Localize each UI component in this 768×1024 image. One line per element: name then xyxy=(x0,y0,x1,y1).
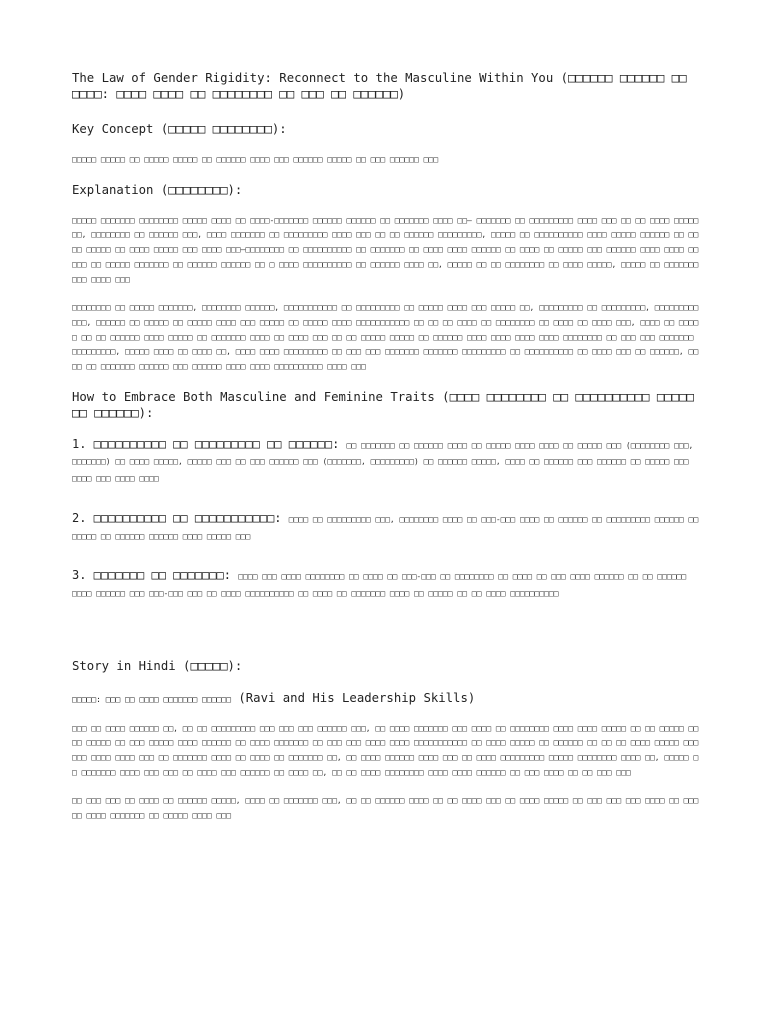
explanation-paragraph-1: □□□□□ □□□□□□□ □□□□□□□□ □□□□□ □□□□ □□ □□□□-□□□□□□□ □□□□□□ □□□□□□ □□ □□□□□□□ □□□□ □□— □□□□□□□ □□ □□□□□□□□□ □□□□ □□□ □□ □□ □□□□ □□□□□□□, □□□□□□□□ □□ □□□□□□ □□□, □□□□ □□□□□□□ □□ □□□□□□□□□ □□□□ □□□ □□ □□ □□□□□□ □□□□□□□□□, □□□□□ □□ □□□□□□□□□□ □□□□ □□□□□ □□□□□□ □□ □□ □□ □□□□□ □□ □□□□ □□□□□ □□□ □□□□ □□□—□□□□□□□□ □□ □□□□□□□□□□ □□ □□□□□□□ □□ □□□□ □□□□ □□□□□□ □□ □□□□ □□ □□□□□ □□□ □□□□□□ □□□□ □□□□ □□ □□□ □□ □□□□□ □□□□□□□ □□ □□□□□□ □□□□□□ □□ □ □□□□ □□□□□□□□□□ □□ □□□□□□ □□□□ □□, □□□□□ □□ □□ □□□□□□□□ □□ □□□□ □□□□□, □□□□□ □□ □□□□□□□ □□□ □□□□ □□□ xyxy=(72,215,699,284)
step-text-1: □□ □□□□□□□ □□ □□□□□□ □□□□ □□ □□□□□ □□□□ □□□□ □□ □□□□□ □□□ (□□□□□□□□ □□□, □□□□□□□) □□ □□□□ □□□□□, □□□□□ □□□ □□ □□□ □□□□□□ □□□ (□□□□□□□, □□□□□□□□□) □□ □□□□□□ □□□□□, □□□□ □□ □□□□□□ □□□ □□□□□□ □□ □□□□□ □□□ □□□□ □□□ □□□□ □□□□ xyxy=(72,440,694,484)
embrace-traits-heading: How to Embrace Both Masculine and Feminine Traits (□□□□ □□□□□□□□ □□ □□□□□□□□□□ □□□□□ □□ □□□□□□): xyxy=(72,389,694,420)
document-title: The Law of Gender Rigidity: Reconnect to the Masculine Within You (□□□□□□ □□□□□□ □□ □□□□: □□□□ □□□□ □□ □□□□□□□□ □□ □□□ □□ □□□□□□) xyxy=(72,71,687,101)
explanation-paragraph-2: □□□□□□□□ □□ □□□□□ □□□□□□□, □□□□□□□□ □□□□□□, □□□□□□□□□□□ □□ □□□□□□□□□ □□ □□□□□ □□□□ □□□ □□□□□ □□, □□□□□□□□□ □□ □□□□□□□□□, □□□□□□□□□ □□□, □□□□□□ □□ □□□□□ □□ □□□□□ □□□□ □□□ □□□□□ □□ □□□□□ □□□□ □□□□□□□□□□□ □□ □□ □□ □□□□ □□ □□□□□□□□ □□ □□□□ □□ □□□□ □□□, □□□□ □□ □□□□□ □□ □□ □□□□□□ □□□□ □□□□□ □□ □□□□□□□ □□□□ □□ □□□□ □□□ □□ □□ □□□□□ □□□□□ □□ □□□□□□ □□□□ □□□□ □□□□ □□□□ □□□□□□□□ □□ □□□ □□□ □□□□□□□ □□□□□□□□□, □□□□□ □□□□ □□ □□□□ □□, □□□□ □□□□ □□□□□□□□□ □□ □□□ □□□ □□□□□□□ □□□□□□□ □□□□□□□□□ □□ □□□□□□□□□□ □□ □□□□ □□□ □□ □□□□□□, □□□□ □□ □□□□□□□ □□□□□□ □□□ □□□□□□ □□□□ □□□□ □□□□□□□□□□ □□□□ □□□ xyxy=(72,303,699,372)
document-page xyxy=(72,70,700,838)
step-item-2 xyxy=(72,511,700,544)
key-concept-heading: Key Concept (□□□□□ □□□□□□□□): xyxy=(72,122,287,136)
step-label-2: 2. □□□□□□□□□□ □□ □□□□□□□□□□□: xyxy=(72,510,282,525)
story-heading: Story in Hindi (□□□□□): xyxy=(72,658,243,673)
step-item-3 xyxy=(72,568,700,601)
step-label-1: 1. □□□□□□□□□□ □□ □□□□□□□□□ □□ □□□□□□: xyxy=(72,436,340,451)
story-paragraph-2: □□ □□□ □□□ □□ □□□□ □□ □□□□□□ □□□□□, □□□□ □□ □□□□□□□ □□□, □□ □□ □□□□□□ □□□□ □□ □□ □□□□ □□□ □□ □□□□ □□□□□ □□ □□□ □□□ □□□ □□□□ □□ □□□ □□ □□□□ □□□□□□□ □□ □□□□□ □□□□ □□□ xyxy=(72,796,699,821)
step-label-3: 3. □□□□□□□ □□ □□□□□□□: xyxy=(72,568,231,583)
story-title xyxy=(72,690,700,708)
story-title-english: (Ravi and His Leadership Skills) xyxy=(238,690,476,705)
explanation-heading: Explanation (□□□□□□□□): xyxy=(72,182,243,197)
story-paragraph-1: □□□ □□ □□□□ □□□□□□ □□, □□ □□ □□□□□□□□□ □□□ □□□ □□□ □□□□□□ □□□, □□ □□□□ □□□□□□□ □□□ □□□□ □□ □□□□□□□□ □□□□ □□□□ □□□□□ □□ □□ □□□□□ □□ □□ □□□□□ □□ □□□ □□□□□ □□□□ □□□□□□ □□ □□□□ □□□□□□□ □□ □□□ □□□ □□□□ □□□□ □□□□□□□□□□□ □□ □□□□ □□□□□ □□ □□□□□□ □□ □□ □□ □□□□ □□□□□ □□□□□□ □□□□ □□□□ □□□ □□ □□□□□□□ □□□□ □□ □□□□ □□ □□□□□□□ □□, □□ □□□□ □□□□□□ □□□□ □□□ □□ □□□□ □□□□□□□□□ □□□□□ □□□□□□□□ □□□□ □□, □□□□□ □□ □□□□□□□ □□□□ □□□ □□□ □□ □□□□ □□□ □□□□□□ □□ □□□□ □□, □□ □□ □□□□ □□□□□□□□ □□□□ □□□□ □□□□□□ □□ □□□ □□□□ □□ □□ □□□ □□□ xyxy=(72,723,699,777)
step-text-3: □□□□ □□□ □□□□ □□□□□□□□ □□ □□□□ □□ □□□-□□□ □□ □□□□□□□□ □□ □□□□ □□ □□□ □□□□ □□□□□□ □□ □□ □□□□□□ □□□□ □□□□□□ □□□ □□□-□□□ □□□ □□ □□□□ □□□□□□□□□□ □□ □□□□ □□ □□□□□□□ □□□□ □□ □□□□□ □□ □□ □□□□ □□□□□□□□□□ xyxy=(72,572,687,598)
step-text-2: □□□□ □□ □□□□□□□□□ □□□, □□□□□□□□ □□□□ □□ □□□-□□□ □□□□ □□ □□□□□□ □□ □□□□□□□□□ □□□□□□ □□ □□□□□ □□ □□□□□□ □□□□□□ □□□□ □□□□□ □□□ xyxy=(72,514,699,541)
section-spacer xyxy=(72,626,700,658)
key-concept-text: □□□□□ □□□□□ □□ □□□□□ □□□□□ □□ □□□□□□ □□□□ □□□ □□□□□□ □□□□□ □□ □□□ □□□□□□ □□□ xyxy=(72,155,439,164)
story-title-native: □□□□□: □□□ □□ □□□□ □□□□□□□ □□□□□□ xyxy=(72,694,231,704)
step-item-1 xyxy=(72,437,700,487)
